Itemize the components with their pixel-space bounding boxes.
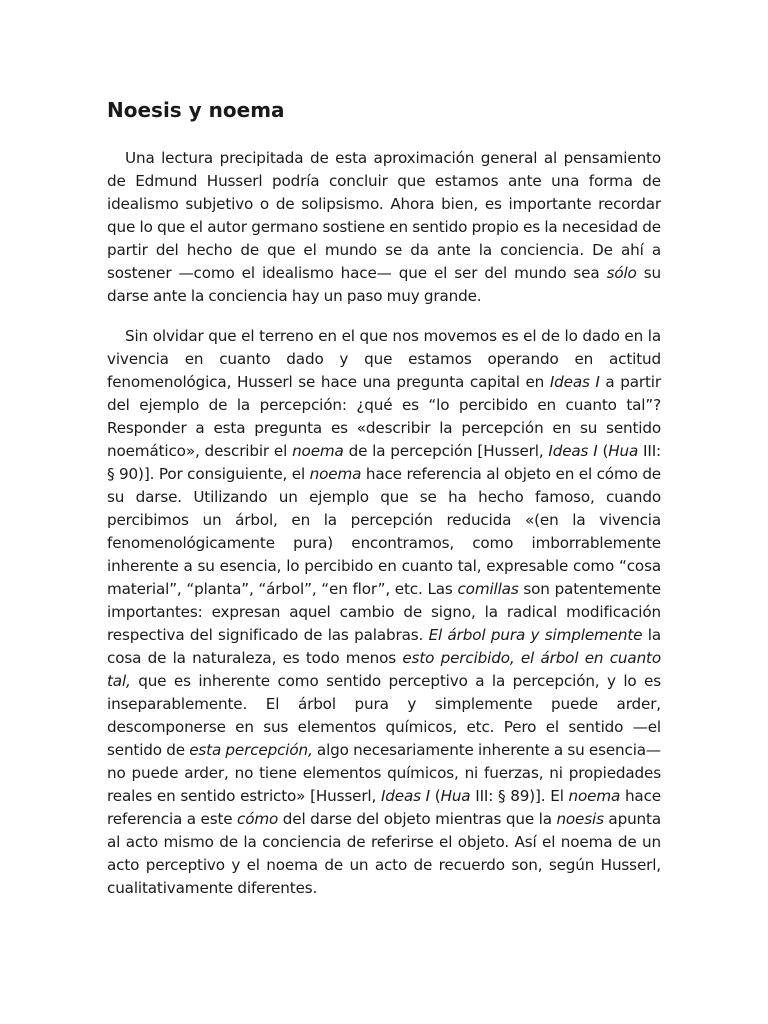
italic-text-run: Ideas I (380, 787, 430, 805)
italic-text-run: Ideas I (549, 373, 600, 391)
text-run: son patentemente importantes: expresan aquel cambio de signo, la radical modificación respectiva del significado de las palabras. (107, 580, 661, 644)
italic-text-run: El árbol pura y simplemente (428, 626, 643, 644)
text-run: ( (597, 442, 609, 460)
document-page (107, 96, 661, 900)
italic-text-run: Hua (440, 787, 471, 805)
italic-text-run: noema (568, 787, 621, 805)
text-run: III: § 89)]. El (470, 787, 569, 805)
text-run: a partir del ejemplo de la percepción: ¿qué es “lo percibido en cuanto tal”? Responder a esta pregunta es «describir la percepción en su sentido noemático», describir el (107, 373, 661, 460)
text-run: algo necesariamente inherente a su esencia— no puede arder, no tiene elementos químicos, ni fuerzas, ni propiedades reales en sentido estricto» [Husserl, (107, 741, 661, 805)
section-heading: Noesis y noema (107, 98, 285, 122)
italic-text-run: sólo (606, 264, 637, 282)
italic-text-run: Ideas I (548, 442, 598, 460)
text-run: que es inherente como sentido perceptivo a la percepción, y lo es inseparablemente. El árbol pura y simplemente puede arder, descomponerse en sus elementos químicos, etc. Pero el sentido —el sentido de (107, 672, 661, 759)
italic-text-run: esta percepción, (189, 741, 313, 759)
italic-text-run: noesis (556, 810, 604, 828)
italic-text-run: comillas (457, 580, 519, 598)
text-run: del darse del objeto mientras que la (278, 810, 557, 828)
italic-text-run: noema (309, 465, 362, 483)
text-run: Una lectura precipitada de esta aproximación general al pensamiento de Edmund Husserl podría concluir que estamos ante una forma de idealismo subjetivo o de solipsismo. Ahora bien, es importante recordar que lo que el autor germano sostiene en sentido propio es la necesidad de partir del hecho de que el mundo se da ante la conciencia. De ahí a sostener —como el idealismo hace— que el ser del mundo sea (107, 149, 661, 282)
text-run: la cosa de la naturaleza, es todo menos (107, 626, 661, 667)
text-run: Sin olvidar que el terreno en el que nos movemos es el de lo dado en la vivencia en cuanto dado y que estamos operando en actitud fenomenológica, Husserl se hace una pregunta capital en (107, 327, 661, 391)
text-run: apunta al acto mismo de la conciencia de referirse el objeto. Así el noema de un acto perceptivo y el noema de un acto de recuerdo son, según Husserl, cualitativamente diferentes. (107, 810, 661, 897)
italic-text-run: noema (292, 442, 344, 460)
italic-text-run: esto percibido, el árbol en cuanto tal, (107, 649, 661, 690)
text-run: hace referencia a este (107, 787, 661, 828)
italic-text-run: Hua (608, 442, 639, 460)
text-run: de la percepción [Husserl, (343, 442, 549, 460)
text-run: hace referencia al objeto en el cómo de su darse. Utilizando un ejemplo que se ha hecho famoso, cuando percibimos un árbol, en la percepción reducida «(en la vivencia fenomenológicamente pura) encontramos, como imborrablemente inherente a su esencia, lo percibido en cuanto tal, expresable como “cosa material”, “planta”, “árbol”, “en flor”, etc. Las (107, 465, 662, 598)
italic-text-run: cómo (237, 810, 279, 828)
text-run: su darse ante la conciencia hay un paso muy grande. (107, 264, 661, 305)
paragraph-2 (107, 325, 661, 900)
paragraph-1 (107, 147, 661, 308)
text-run: III: § 90)]. Por consiguiente, el (107, 442, 661, 483)
text-run: ( (430, 787, 441, 805)
